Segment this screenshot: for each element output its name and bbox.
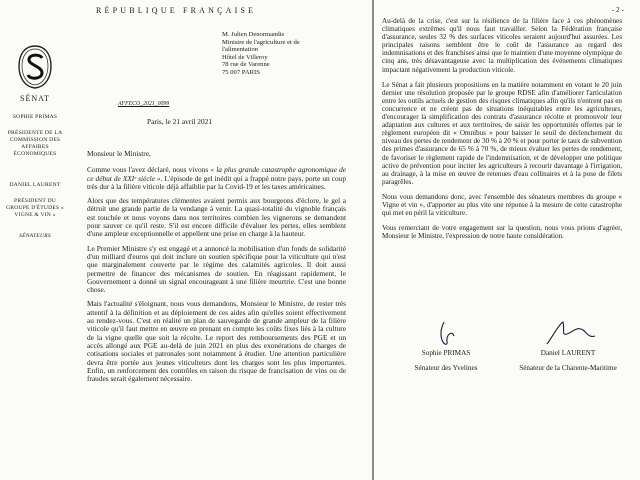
paragraph: Vous remerciant de votre engagement sur la question, nous vous prions d'agréer, Monsieur le Ministre, l'expression de notre haute considération. — [382, 224, 622, 241]
quotation: « la plus grande catastrophe agronomique de ce début de XXIᵉ siècle » — [87, 165, 346, 183]
paragraph: Au-delà de la crise, c'est sur la résilience de la filière face à ces phénomènes climatiques extrêmes qu'il nous faut travailler. Selon la Fédération française d'assurance, seules 32 % des surfaces viticoles seraient aujourd'hui assurées. Les principales raisons semblent être le coût de l'assurance au regard des indemnisations et des franchises ainsi que le maintien d'une moyenne olympique de cinq ans, très désavantageuse avec la multiplication des événements climatiques impactant négativement la production viticole. — [382, 17, 622, 74]
reference-number: AFFECO_2021_0099 — [118, 101, 170, 107]
signer1-role: PRÉSIDENTE DE LA COMMISSION DES AFFAIRES ÉCONOMIQUES — [7, 130, 63, 157]
paragraph: Mais l'actualité s'éloignant, nous vous demandons, Monsieur le Ministre, de rester très attentif à la définition et au déploiement de ces aides afin qu'elles soient effectivement au rendez-vous. C'est en réalité un plan de sauvegarde de grande ampleur de la filière viticole qu'il faut mettre en œuvre en prenant en compte les coûts fixes liés à la culture de la vigne quelle que soit la récolte. Le report des remboursements des PGE et un accès allongé aux PGE au-delà de juin 2021 en plus des exonérations de charges de cotisations sociales et patronales sont notamment à étudier. Une attention particulière devra être portée aux jeunes viticulteurs dont les charges sont les plus importantes. Enfin, un renforcement des contrôles en raison du risque de francisation de vins ou de fraudes serait également nécessaire. — [87, 299, 346, 384]
signer1-name: SOPHIE PRIMAS — [12, 114, 58, 120]
recipient-line: 75 007 PARIS — [222, 68, 260, 76]
signatory-title: Sénateur de la Charente-Maritime — [519, 364, 617, 372]
letter-page-2 — [374, 0, 640, 480]
institution-name: SÉNAT — [20, 94, 50, 103]
paragraph: Le Sénat a fait plusieurs propositions en la matière notamment en votant le 20 juin dernier une résolution proposée par le groupe RDSE afin d'améliorer l'articulation entre les outils actuels de gestion des risques climatiques afin qu'ils n'entrent pas en concurrence et ne créent pas de situations inéquitables entre les agriculteurs, d'encourager la simplification des contrats d'assurance récolte et promouvoir leur adaptation aux cultures et aux territoires, de saisir les opportunités offertes par le règlement européen dit « Omnibus » pour baisser le seuil de déclenchement du niveau des pertes de rendement de 30 % à 20 % et pour porter le taux de subvention des primes d'assurance de 65 % à 70 %, de mieux évaluer les pertes de rendement, de favoriser le règlement rapide de l'indemnisation, et de développer une politique active de prévention pour inciter les agriculteurs à recourir davantage à l'irrigation, au drainage, à la mise en œuvre de retenues d'eau collinaires et à la pose de filets paragrêles. — [382, 80, 622, 186]
signature-laurent — [502, 349, 634, 373]
page-number: - 2 - — [611, 5, 624, 14]
signatory-name: Sophie PRIMAS — [421, 349, 471, 357]
recipient-line: Hôtel de Villeroy — [222, 53, 268, 61]
recipient-line: l'alimentation — [222, 46, 258, 54]
signatory-title: Sénateur des Yvelines — [414, 364, 478, 372]
handwritten-signature-laurent — [539, 318, 599, 348]
paragraph-text: . L'épisode de gel inédit qui a frappé notre pays, porte un coup très dur à la filière viticole déjà affaiblie par la Covid-19 et les taxes américaines. — [87, 173, 346, 191]
signature-block — [374, 318, 640, 418]
republic-header: RÉPUBLIQUE FRANÇAISE — [96, 6, 257, 15]
dateline: Paris, le 21 avril 2021 — [147, 117, 213, 126]
senate-logo — [15, 44, 55, 90]
letter-body-page-1 — [87, 150, 346, 389]
handwritten-signature-primas — [432, 320, 462, 348]
paragraph: Nous vous demandons donc, avec l'ensemble des sénateurs membres du groupe « Vigne et vin », d'apporter au plus vite une réponse à la mesure de cette catastrophe qui met en péril la viticulture. — [382, 192, 622, 218]
recipient-line: M. Julien Denormandie — [222, 31, 285, 38]
salutation: Monsieur le Ministre, — [87, 149, 151, 158]
senators-footer: SÉNATEURS — [19, 233, 51, 239]
signature-primas — [396, 349, 496, 373]
recipient-address — [222, 31, 300, 77]
signer2-name: DANIEL LAURENT — [9, 182, 61, 188]
paragraph: Alors que des températures clémentes avaient permis aux bourgeons d'éclore, le gel a détruit une grande partie de la vendange à venir. La quasi-totalité du vignoble français est touchée et nous voyons dans nos territoires combien les vignerons se demandent pour sauver ce qu'il reste. S'il est encore difficile d'évaluer les pertes, elles semblent d'une ampleur exceptionnelle et appellent une prise en charge à la hauteur. — [87, 196, 346, 239]
paragraph: Le Premier Ministre s'y est engagé et a annoncé la mobilisation d'un fonds de solidarité d'un milliard d'euros qui doit inclure un soutien spécifique pour la viticulture qui n'est que marginalement couverte par le régime des calamités agricoles. Il doit aussi permettre de financer des mécanismes de soutien. En réagissant rapidement, le Gouvernement a donné un signal encourageant à une filière meurtrie. C'est une bonne chose. — [87, 243, 346, 295]
paragraph-text: Comme vous l'avez déclaré, nous vivons — [87, 165, 211, 175]
letter-body-page-2 — [382, 17, 622, 247]
signer2-role: PRÉSIDENT DU GROUPE D'ÉTUDES « VIGNE & VIN » — [6, 198, 64, 218]
senate-sidebar — [5, 44, 65, 249]
paragraph — [87, 166, 346, 191]
signatory-name: Daniel LAURENT — [540, 349, 596, 357]
recipient-line: 78 rue de Varenne — [222, 61, 270, 69]
recipient-line: Ministre de l'agriculture et de — [222, 38, 300, 46]
